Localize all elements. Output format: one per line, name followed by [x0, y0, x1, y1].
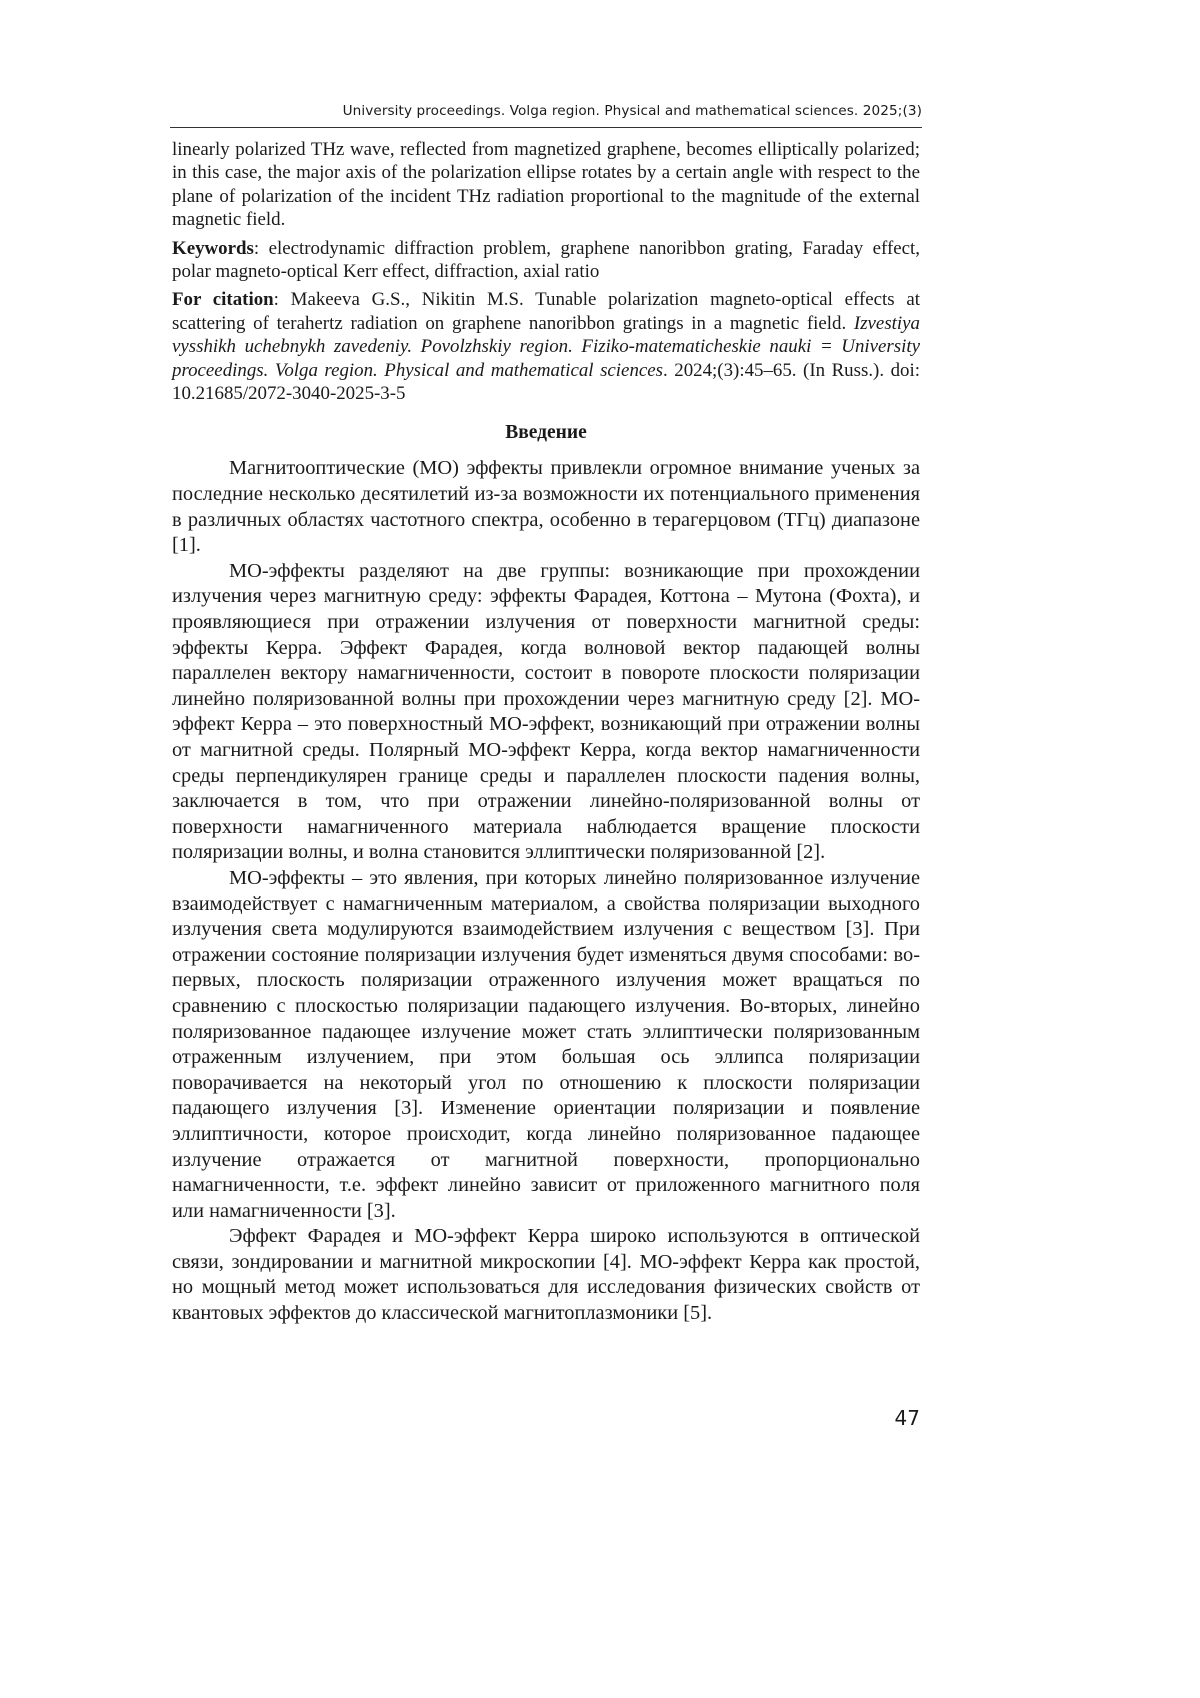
keywords-label: Keywords — [172, 237, 254, 259]
page-body — [172, 138, 920, 1327]
citation-label: For citation — [172, 289, 274, 311]
running-header: University proceedings. Volga region. Physical and mathematical sciences. 2025;(3) — [342, 103, 922, 119]
paragraph: Эффект Фарадея и МО-эффект Керра широко используются в оптической связи, зондировании и магнитной микроскопии [4]. МО-эффект Керра как простой, но мощный метод может использоваться для исследования физических свойств от квантовых эффектов до классической магнитоплазмоники [5]. — [172, 1225, 920, 1325]
paragraph: МО-эффекты – это явления, при которых линейно поляризованное излучение взаимодействует с намагниченным материалом, а свойства поляризации выходного излучения света модулируются взаимодействием излучения с веществом [3]. При отражении состояние поляризации излучения будет изменяться двумя способами: во-первых, плоскость поляризации отраженного излучения может вращаться по сравнению с плоскостью поляризации падающего излучения. Во-вторых, линейно поляризованное падающее излучение может стать эллиптически поляризованным отраженным излучением, при этом большая ось эллипса поляризации поворачивается на некоторый угол по отношению к плоскости поляризации падающего излучения [3]. Изменение ориентации поляризации и появление эллиптичности, которое происходит, когда линейно поляризованное падающее излучение отражается от магнитной поверхности, пропорционально намагниченности, т.е. эффект линейно зависит от приложенного магнитного поля или намагниченности [3]. — [172, 866, 920, 1222]
paragraph: МО-эффекты разделяют на две группы: возникающие при прохождении излучения через магнитную среду: эффекты Фарадея, Коттона – Мутона (Фохта), и проявляющиеся при отражении излучения от поверхности магнитной среды: эффекты Керра. Эффект Фарадея, когда волновой вектор падающей волны параллелен вектору намагниченности, состоит в повороте плоскости поляризации линейно поляризованной волны при прохождении через магнитную среду [2]. МО-эффект Керра – это поверхностный МО-эффект, возникающий при отражении волны от магнитной среды. Полярный МО-эффект Керра, когда вектор намагниченности среды перпендикулярен границе среды и параллелен плоскости падения волны, заключается в том, что при отражении линейно-поляризованной волны от поверхности намагниченного материала наблюдается вращение плоскости поляризации волны, и волна становится эллиптически поляризованной [2]. — [172, 559, 920, 864]
citation-text-start: : Makeeva G.S., Nikitin M.S. Tunable polarization magneto-optical effects at scattering of terahertz radiation on graphene nanoribbon gratings in a magnetic field. — [172, 289, 920, 334]
header-rule — [170, 127, 922, 128]
page-number: 47 — [894, 1406, 920, 1430]
citation-text-end: . 2024;(3):45–65. (In Russ.). doi: 10.21685/2072-3040-2025-3-5 — [172, 359, 920, 405]
paragraph: Магнитооптические (МО) эффекты привлекли огромное внимание ученых за последние несколько десятилетий из-за возможности их потенциального применения в различных областях частотного спектра, особенно в терагерцовом (ТГц) диапазоне [1]. — [172, 457, 920, 557]
citation — [172, 288, 920, 405]
section-title: Введение — [505, 422, 587, 444]
keywords-text: : electrodynamic diffraction problem, graphene nanoribbon grating, Faraday effect, polar magneto-optical Kerr effect, diffraction, axial ratio — [172, 237, 920, 283]
keywords — [172, 237, 920, 284]
citation-journal: Izvestiya vysshikh uchebnykh zavedeniy. Povolzhskiy region. Fiziko-matematicheskie nauki = University proceedings. Volga region. Physical and mathematical sciences — [172, 312, 920, 381]
abstract-tail: linearly polarized THz wave, reflected from magnetized graphene, becomes elliptically polarized; in this case, the major axis of the polarization ellipse rotates by a certain angle with respect to the plane of polarization of the incident THz radiation proportional to the magnitude of the external magnetic field. — [172, 139, 920, 231]
